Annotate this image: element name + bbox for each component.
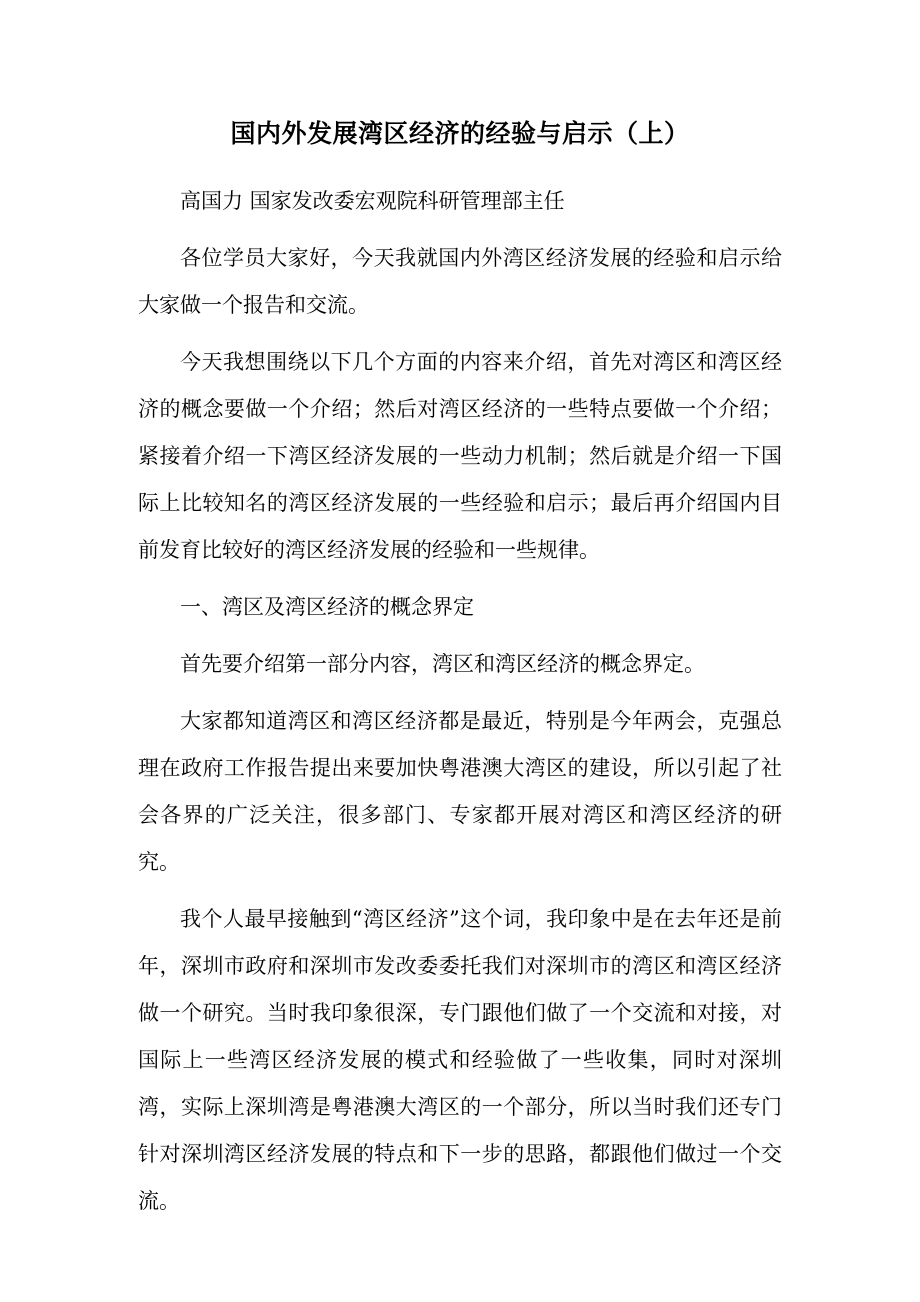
paragraph-intro: 首先要介绍第一部分内容，湾区和湾区经济的概念界定。: [180, 652, 705, 676]
paragraph-greeting: 各位学员大家好，今天我就国内外湾区经济发展的经验和启示给大家做一个报告和交流。: [138, 246, 782, 317]
document-page: [138, 112, 782, 1235]
document-title: 国内外发展湾区经济的经验与启示（上）: [230, 119, 690, 148]
paragraph-outline: 今天我想围绕以下几个方面的内容来介绍，首先对湾区和湾区经济的概念要做一个介绍；然后对湾区经济的一些特点要做一个介绍；紧接着介绍一下湾区经济发展的一些动力机制；然后就是介绍一下国际上比较知名的湾区经济发展的一些经验和启示；最后再介绍国内目前发育比较好的湾区经济发展的经验和一些规律。: [138, 350, 782, 562]
paragraph-background: 大家都知道湾区和湾区经济都是最近，特别是今年两会，克强总理在政府工作报告提出来要加快粤港澳大湾区的建设，所以引起了社会各界的广泛关注，很多部门、专家都开展对湾区和湾区经济的研究。: [138, 709, 782, 874]
section-heading: 一、湾区及湾区经济的概念界定: [180, 595, 474, 619]
author-line: 高国力 国家发改委宏观院科研管理部主任: [180, 189, 565, 213]
paragraph-experience: 我个人最早接触到“湾区经济”这个词，我印象中是在去年还是前年，深圳市政府和深圳市发改委委托我们对深圳市的湾区和湾区经济做一个研究。当时我印象很深，专门跟他们做了一个交流和对接，对国际上一些湾区经济发展的模式和经验做了一些收集，同时对深圳湾，实际上深圳湾是粤港澳大湾区的一个部分，所以当时我们还专门针对深圳湾区经济发展的特点和下一步的思路，都跟他们做过一个交流。: [138, 907, 782, 1213]
